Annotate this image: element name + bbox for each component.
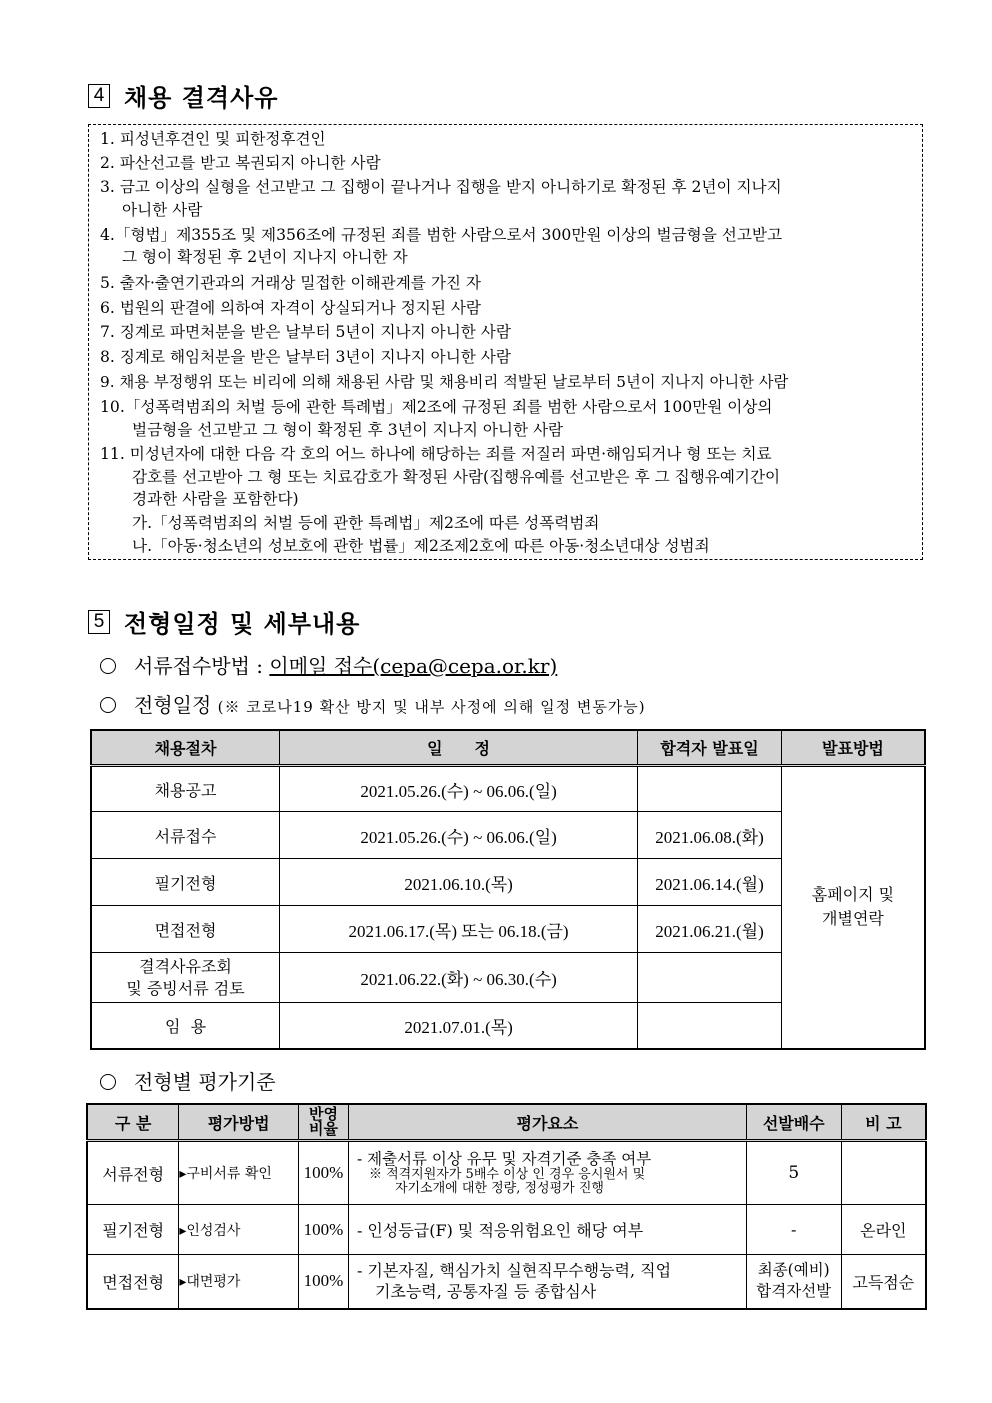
announce-line: 개별연락	[822, 909, 884, 929]
circle-bullet-icon	[100, 1074, 116, 1090]
factor-line: 기초능력, 공통자질 등 종합심사	[374, 1282, 597, 1302]
column-header: 비 고	[841, 1104, 926, 1141]
list-item: 감호를 선고받아 그 형 또는 치료감호가 확정된 사람(집행유예를 선고받은 후 그 집행유예기간이	[132, 468, 781, 486]
step-cell: 채용공고	[91, 766, 280, 812]
step-cell: 면접전형	[91, 906, 280, 953]
date-cell: 2021.06.10.(목)	[280, 859, 638, 906]
apply-method-label: 서류접수방법 :	[134, 654, 270, 678]
column-header: 일 정	[280, 730, 638, 766]
list-item: 7. 징계로 파면처분을 받은 날부터 5년이 지나지 아니한 사람	[100, 323, 511, 341]
step-line: 및 증빙서류 검토	[126, 978, 245, 998]
factor-line: - 제출서류 이상 유무 및 자격기준 충족 여부	[356, 1150, 652, 1168]
column-header: 채용절차	[91, 730, 280, 766]
method-cell: ▸대면평가	[179, 1255, 299, 1309]
result-cell: 2021.06.21.(월)	[638, 906, 782, 953]
date-cell: 2021.06.17.(목) 또는 06.18.(금)	[280, 906, 638, 953]
date-cell: 2021.05.26.(수) ~ 06.06.(일)	[280, 766, 638, 812]
eval-heading-line	[100, 1066, 276, 1095]
factor-cell	[348, 1255, 746, 1309]
step-cell: 필기전형	[91, 859, 280, 906]
section-5-heading	[88, 604, 360, 639]
eval-label: 전형별 평가기준	[134, 1070, 276, 1094]
date-cell: 2021.07.01.(목)	[280, 1003, 638, 1049]
list-item: 6. 법원의 판결에 의하여 자격이 상실되거나 정지된 사람	[100, 299, 481, 317]
table-row	[87, 1205, 926, 1255]
column-header: 구 분	[87, 1104, 179, 1141]
ratio-cell: 100%	[298, 1255, 348, 1309]
apply-method-line	[100, 650, 557, 679]
section-number: 4	[88, 84, 110, 108]
evaluation-table	[86, 1103, 927, 1310]
step-cell: 서류접수	[91, 812, 280, 859]
column-header	[298, 1104, 348, 1141]
result-cell	[638, 766, 782, 812]
factor-note: ※ 적격지원자가 5배수 이상 인 경우 응시원서 및	[368, 1167, 646, 1182]
method-cell: ▸인성검사	[179, 1205, 299, 1255]
date-cell: 2021.05.26.(수) ~ 06.06.(일)	[280, 812, 638, 859]
column-header: 평가요소	[348, 1104, 746, 1141]
factor-cell	[348, 1141, 746, 1205]
ratio-cell: 100%	[298, 1141, 348, 1205]
result-cell: 2021.06.08.(화)	[638, 812, 782, 859]
list-item: 가.「성폭력범죄의 처벌 등에 관한 특례법」제2조에 따른 성폭력범죄	[132, 514, 600, 532]
announce-method-cell	[781, 766, 925, 1049]
list-item: 4.「형법」제355조 및 제356조에 규정된 죄를 범한 사람으로서 300만원 이상의 벌금형을 선고받고	[100, 226, 783, 244]
column-header: 합격자 발표일	[638, 730, 782, 766]
multiple-line: 합격자선발	[756, 1282, 832, 1301]
section-4-heading	[88, 78, 278, 113]
schedule-note: (※ 코로나19 확산 방지 및 내부 사정에 의해 일정 변동가능)	[217, 698, 646, 716]
type-cell: 면접전형	[87, 1255, 179, 1309]
note-cell: 고득점순	[841, 1255, 926, 1309]
list-item: 나.「아동·청소년의 성보호에 관한 법률」제2조제2호에 따른 아동·청소년대상 성범죄	[132, 537, 710, 555]
factor-line: - 기본자질, 핵심가치 실현직무수행능력, 직업	[356, 1261, 672, 1281]
column-header: 평가방법	[179, 1104, 299, 1141]
header-line: 비율	[308, 1120, 338, 1138]
header-line: 반영	[308, 1105, 338, 1123]
note-cell	[841, 1141, 926, 1205]
announce-line: 홈페이지 및	[811, 885, 895, 905]
list-item: 5. 출자·출연기관과의 거래상 밀접한 이해관계를 가진 자	[100, 274, 481, 292]
list-item: 벌금형을 선고받고 그 형이 확정된 후 3년이 지나지 아니한 사람	[132, 421, 564, 439]
column-header: 선발배수	[746, 1104, 841, 1141]
list-item: 10.「성폭력범죄의 처벌 등에 관한 특례법」제2조에 규정된 죄를 범한 사람으로서 100만원 이상의	[100, 398, 773, 416]
schedule-table	[90, 729, 926, 1050]
circle-bullet-icon	[100, 697, 116, 713]
list-item: 8. 징계로 해임처분을 받은 날부터 3년이 지나지 아니한 사람	[100, 348, 511, 366]
list-item: 1. 피성년후견인 및 피한정후견인	[100, 130, 326, 148]
section-title: 전형일정 및 세부내용	[124, 610, 361, 638]
list-item: 9. 채용 부정행위 또는 비리에 의해 채용된 사람 및 채용비리 적발된 날로부터 5년이 지나지 아니한 사람	[100, 373, 789, 391]
multiple-cell: -	[746, 1205, 841, 1255]
schedule-heading-line	[100, 689, 646, 718]
list-item: 경과한 사람을 포함한다)	[132, 490, 299, 508]
schedule-label: 전형일정	[134, 693, 212, 717]
list-item: 11. 미성년자에 대한 다음 각 호의 어느 하나에 해당하는 죄를 저질러 파면·해임되거나 형 또는 치료	[100, 445, 772, 463]
table-row	[91, 766, 925, 812]
list-item: 그 형이 확정된 후 2년이 지나지 아니한 자	[122, 248, 408, 266]
step-cell: 임 용	[91, 1003, 280, 1049]
factor-note: 자기소개에 대한 정량, 정성평가 진행	[394, 1181, 604, 1196]
multiple-cell: 5	[746, 1141, 841, 1205]
list-item: 2. 파산선고를 받고 복권되지 아니한 사람	[100, 154, 381, 172]
step-cell	[91, 953, 280, 1003]
table-row	[87, 1255, 926, 1309]
date-cell: 2021.06.22.(화) ~ 06.30.(수)	[280, 953, 638, 1003]
section-title: 채용 결격사유	[124, 84, 279, 112]
table-row	[87, 1141, 926, 1205]
factor-cell: - 인성등급(F) 및 적응위험요인 해당 여부	[348, 1205, 746, 1255]
method-cell: ▸구비서류 확인	[179, 1141, 299, 1205]
multiple-cell	[746, 1255, 841, 1309]
type-cell: 필기전형	[87, 1205, 179, 1255]
list-item: 3. 금고 이상의 실형을 선고받고 그 집행이 끝나거나 집행을 받지 아니하기로 확정된 후 2년이 지나지	[100, 178, 782, 196]
circle-bullet-icon	[100, 658, 116, 674]
section-number: 5	[88, 610, 110, 634]
ratio-cell: 100%	[298, 1205, 348, 1255]
table-header-row	[87, 1104, 926, 1141]
apply-email: 이메일 접수(cepa@cepa.or.kr)	[269, 654, 558, 678]
result-cell: 2021.06.14.(월)	[638, 859, 782, 906]
result-cell	[638, 1003, 782, 1049]
note-cell: 온라인	[841, 1205, 926, 1255]
result-cell	[638, 953, 782, 1003]
column-header: 발표방법	[781, 730, 925, 766]
multiple-line: 최종(예비)	[757, 1261, 830, 1280]
type-cell: 서류전형	[87, 1141, 179, 1205]
table-header-row	[91, 730, 925, 766]
list-item: 아니한 사람	[122, 201, 203, 219]
step-line: 결격사유조회	[139, 956, 232, 976]
